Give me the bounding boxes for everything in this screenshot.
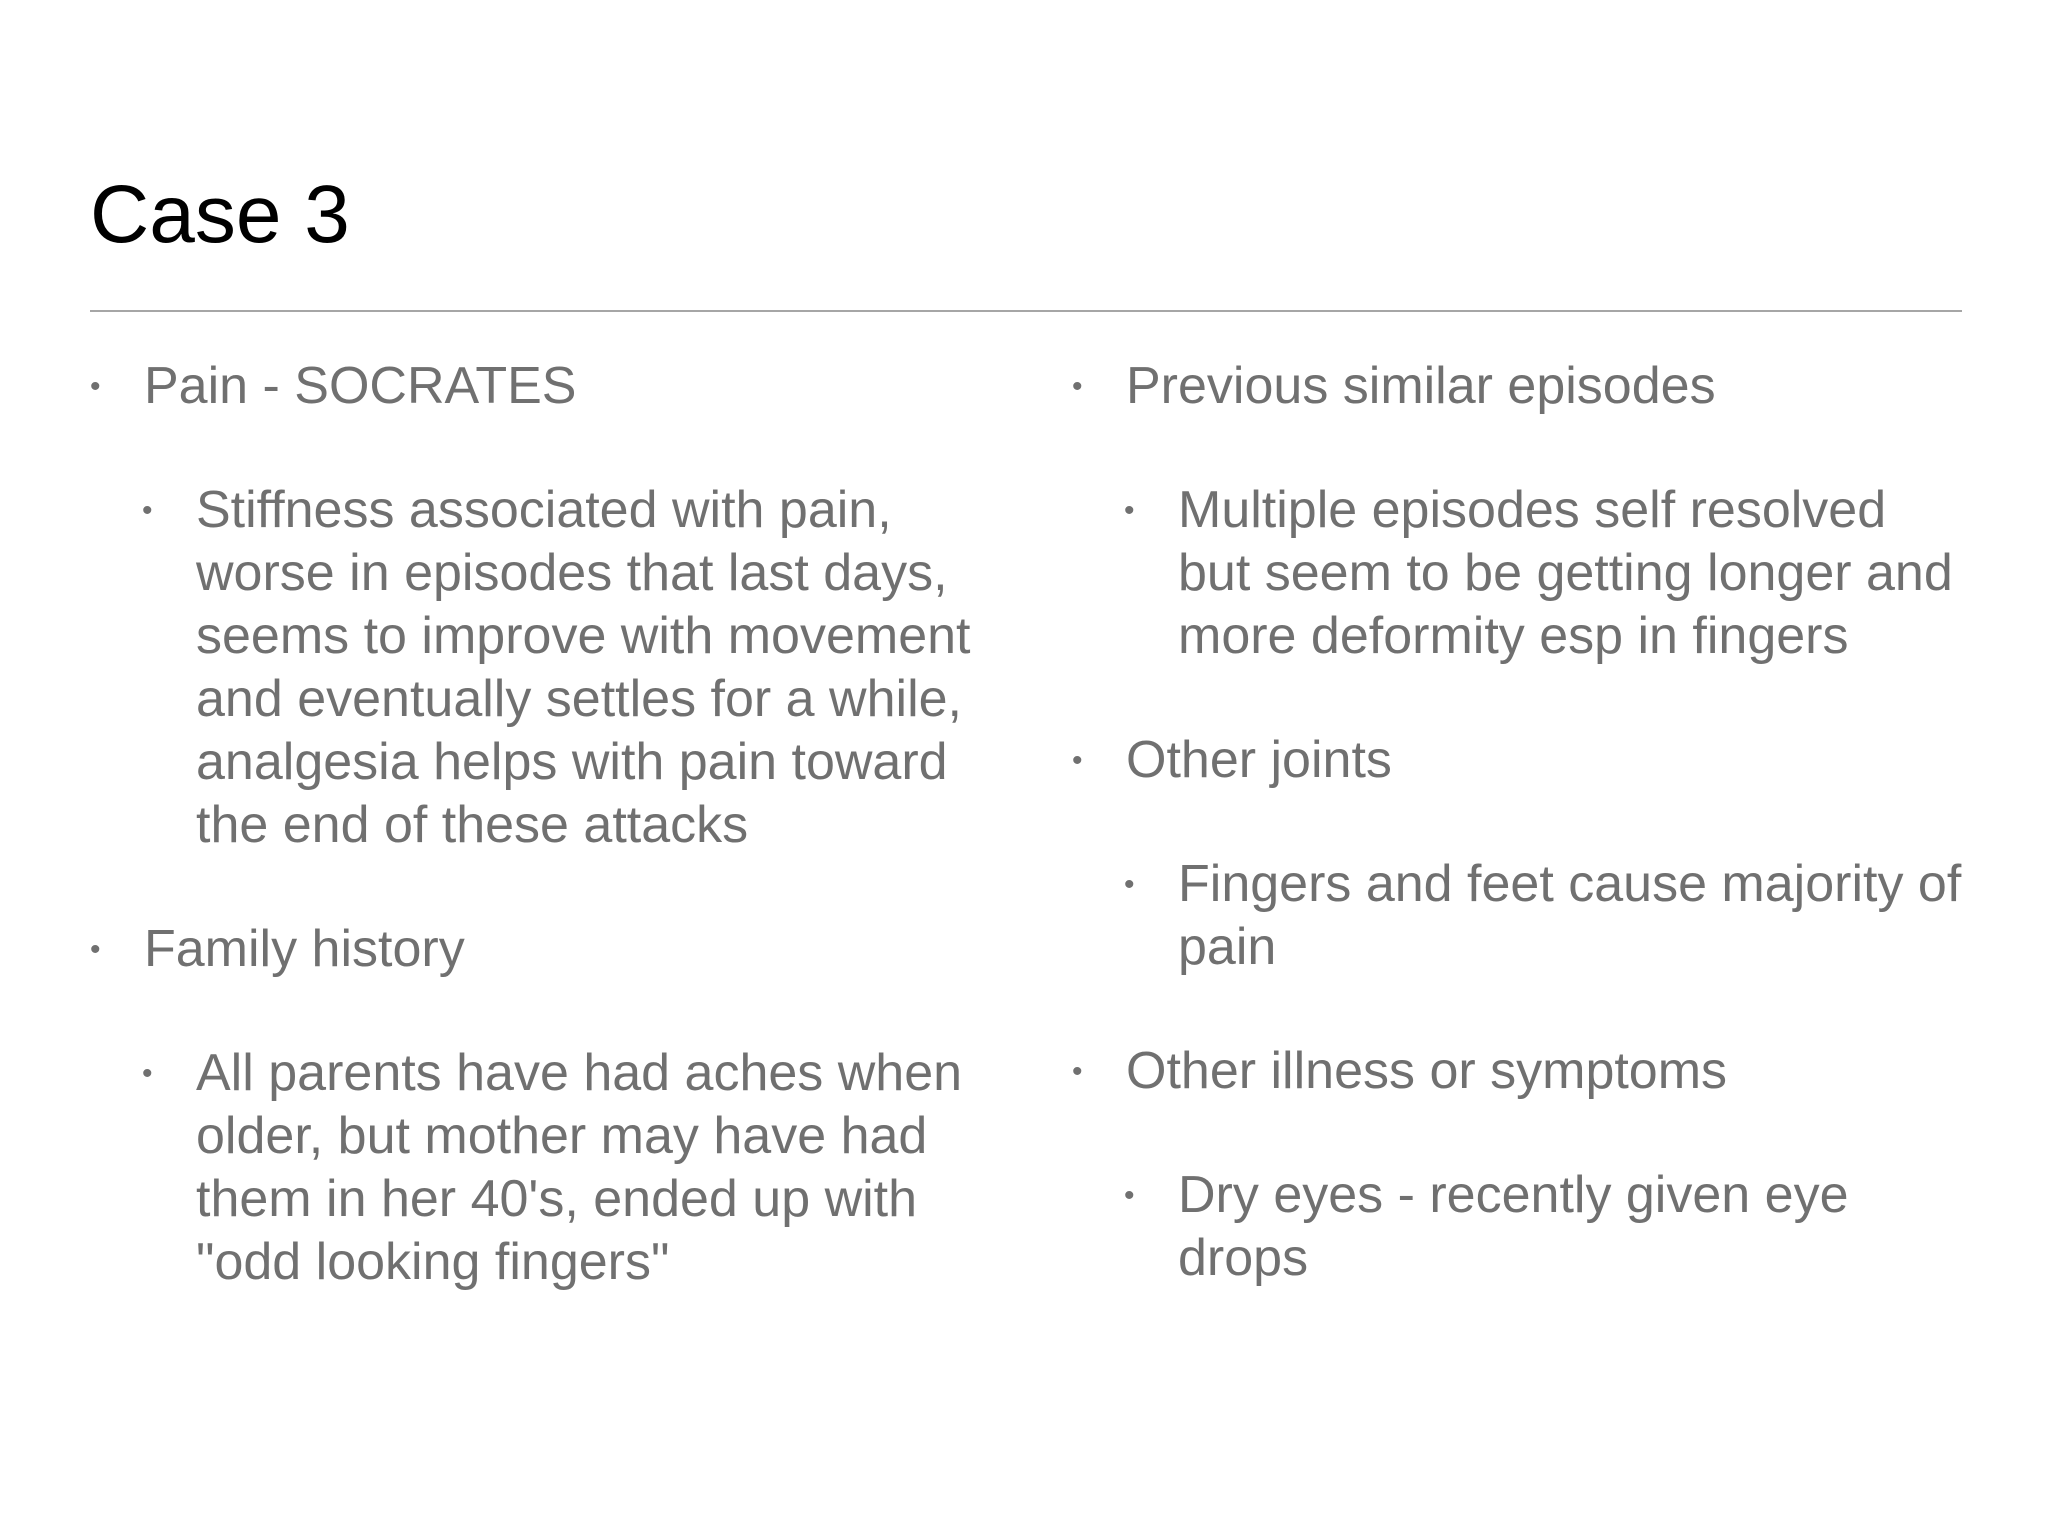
left-column: [90, 355, 1020, 1294]
bullet-other-joints: [1072, 729, 1972, 792]
sub-bullet-multiple-episodes: [1072, 479, 1972, 668]
bullet-text: Dry eyes - recently given eye drops: [1178, 1166, 1849, 1287]
bullet-text: All parents have had aches when older, but mother may have had them in her 40's, ended up with "odd looking fingers": [196, 1044, 963, 1291]
bullet-dot-icon: •: [142, 494, 153, 527]
bullet-text: Other illness or symptoms: [1126, 1042, 1728, 1100]
sub-bullet-fingers-feet: [1072, 853, 1972, 979]
slide-title: Case 3: [90, 169, 350, 260]
sub-bullet-dry-eyes: [1072, 1164, 1972, 1290]
bullet-dot-icon: •: [1124, 868, 1135, 901]
bullet-family-history: [90, 918, 1020, 981]
bullet-dot-icon: •: [142, 1057, 153, 1090]
bullet-previous-episodes: [1072, 355, 1972, 418]
bullet-text: Multiple episodes self resolved but seem to be getting longer and more deformity esp in fingers: [1178, 481, 1953, 665]
sub-bullet-stiffness: [90, 479, 1020, 857]
bullet-dot-icon: •: [1072, 1055, 1083, 1088]
bullet-text: Other joints: [1126, 731, 1392, 789]
bullet-dot-icon: •: [90, 933, 101, 966]
bullet-text: Previous similar episodes: [1126, 357, 1716, 415]
bullet-text: Fingers and feet cause majority of pain: [1178, 855, 1962, 976]
sub-bullet-parents: [90, 1042, 1020, 1294]
bullet-text: Stiffness associated with pain, worse in episodes that last days, seems to improve with movement and eventually settles for a while, analgesia helps with pain toward the end of these attacks: [196, 481, 971, 854]
bullet-dot-icon: •: [1072, 370, 1083, 403]
bullet-dot-icon: •: [1072, 744, 1083, 777]
bullet-dot-icon: •: [1124, 1179, 1135, 1212]
bullet-other-illness: [1072, 1040, 1972, 1103]
bullet-dot-icon: •: [90, 370, 101, 403]
bullet-text: Family history: [144, 920, 465, 978]
bullet-dot-icon: •: [1124, 494, 1135, 527]
right-column: [1072, 355, 1972, 1290]
bullet-pain: [90, 355, 1020, 418]
title-divider: [90, 310, 1962, 312]
bullet-text: Pain - SOCRATES: [144, 357, 577, 415]
